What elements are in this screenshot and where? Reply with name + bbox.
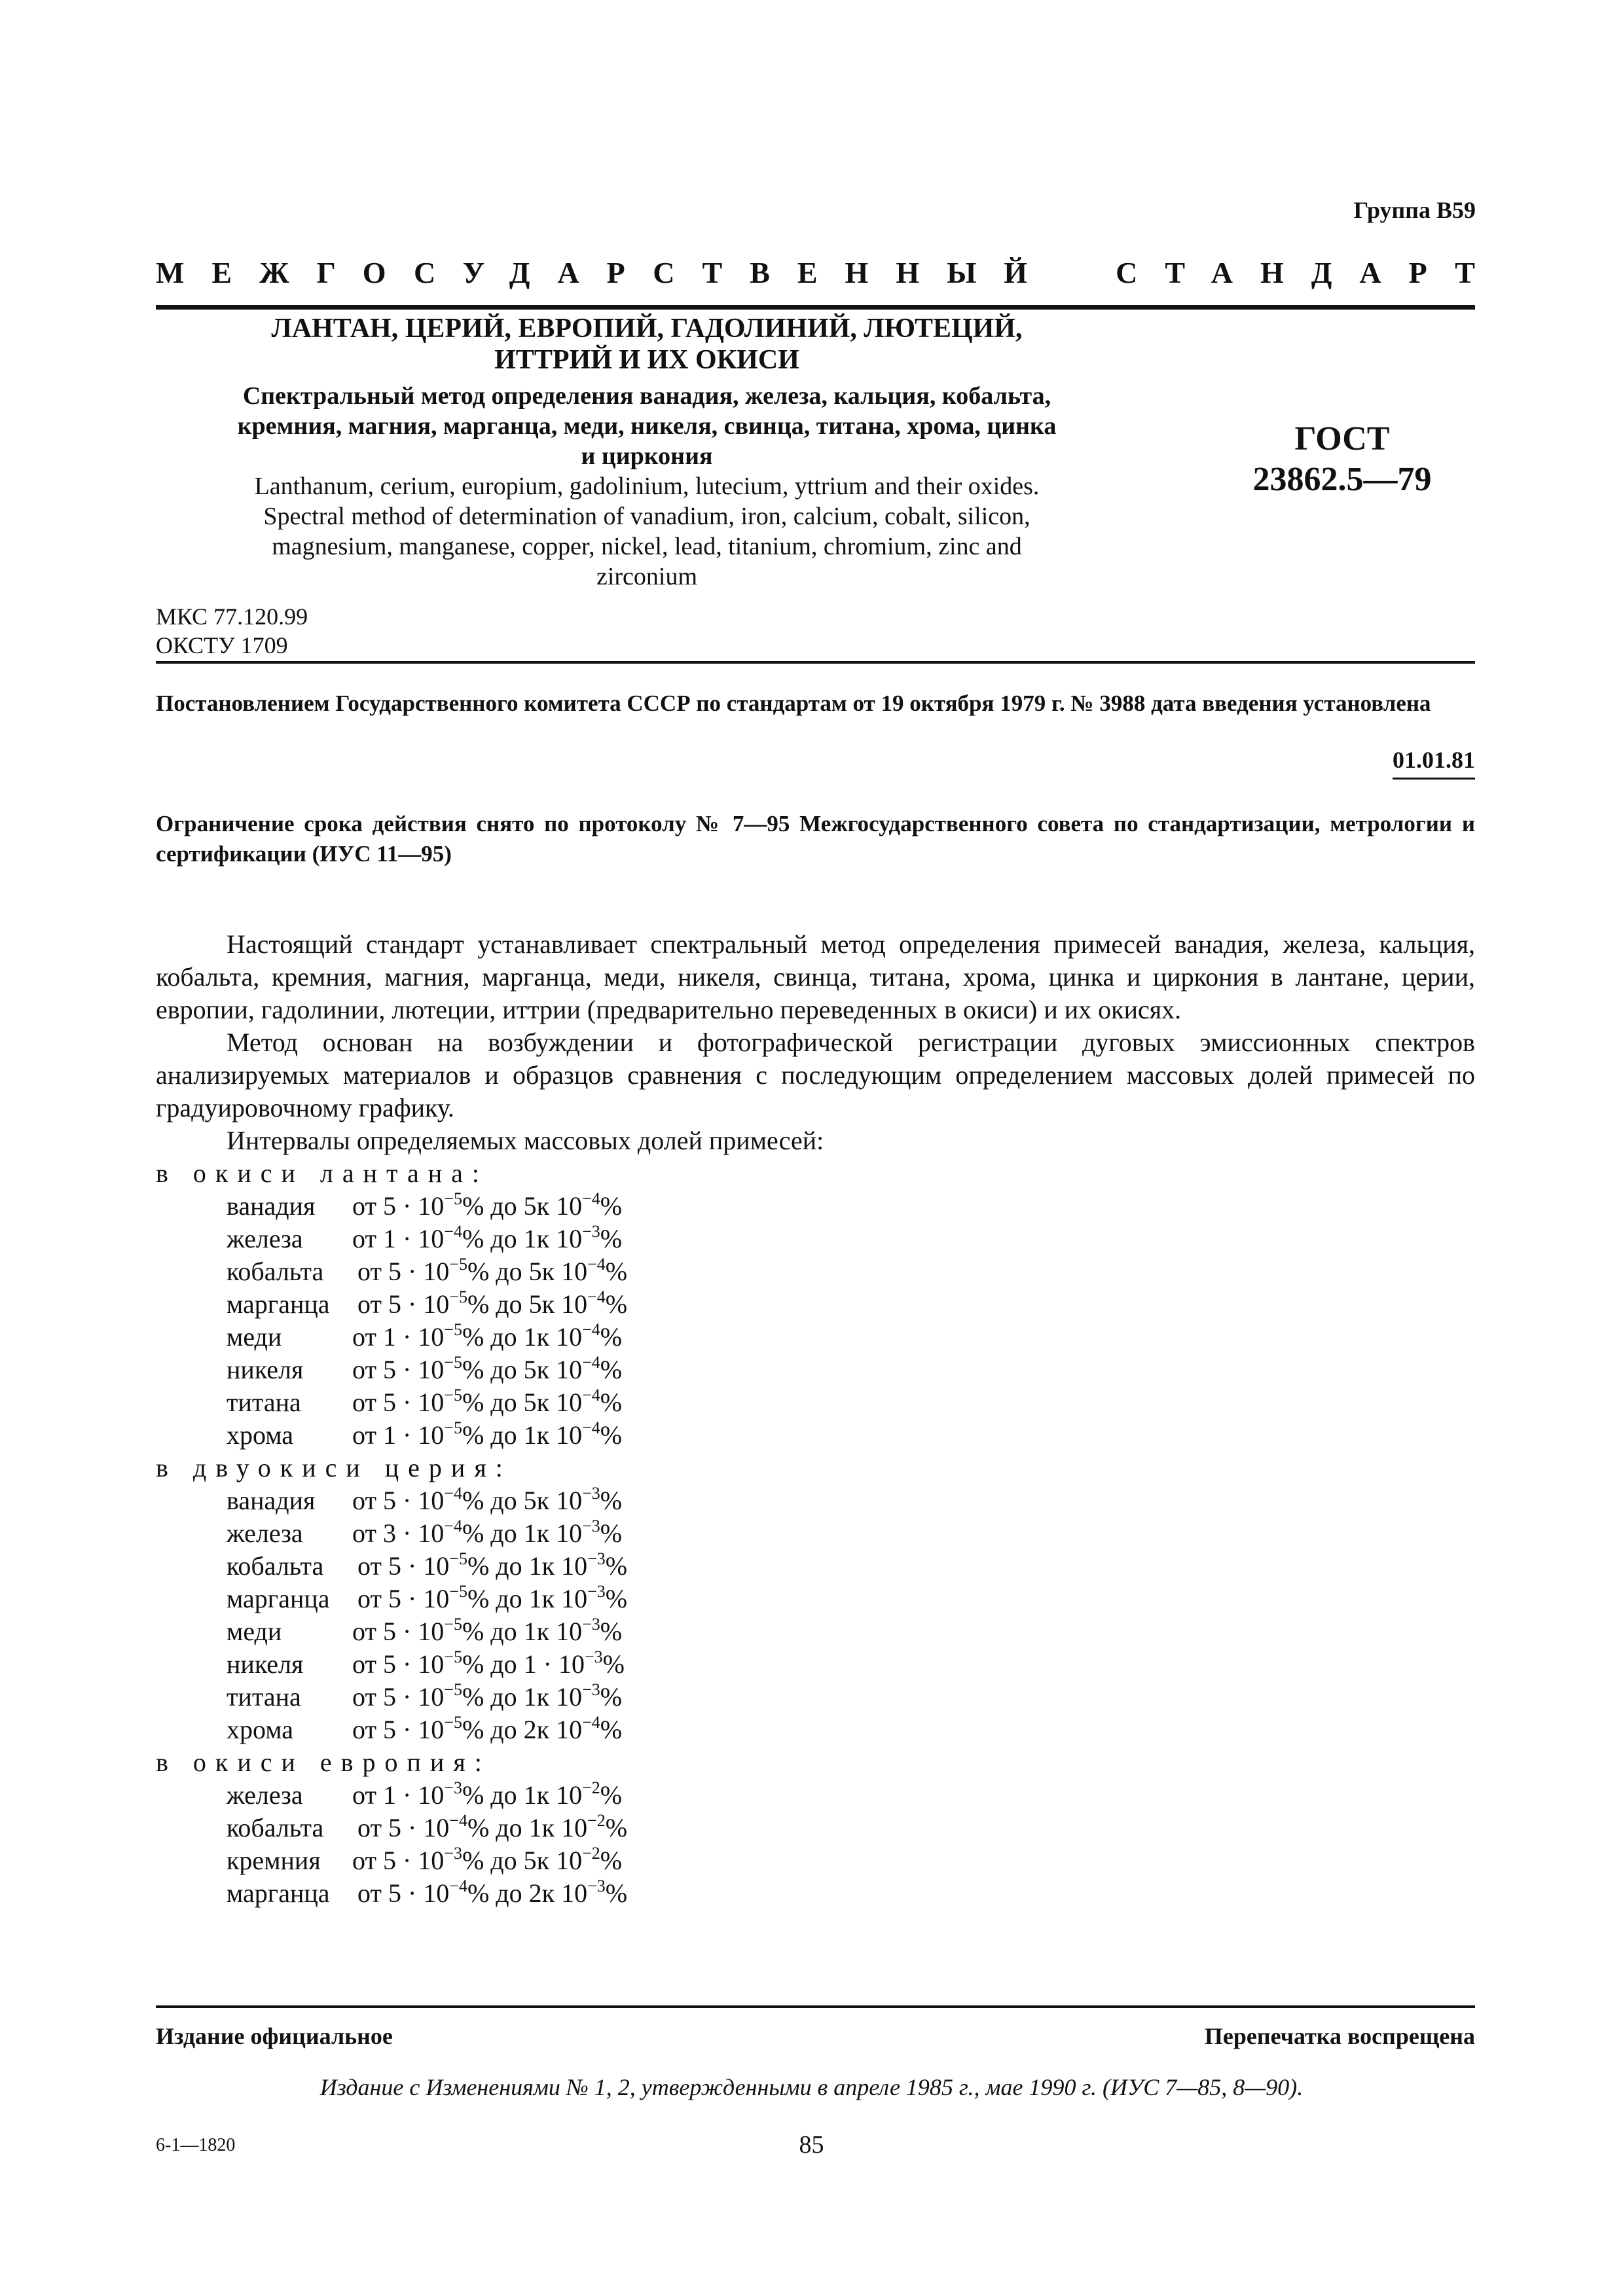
- range-value: [352, 1321, 622, 1354]
- range-max-exponent: −4: [582, 1713, 600, 1732]
- percent-sign: %: [605, 1878, 628, 1908]
- range-min-exponent: −5: [444, 1386, 462, 1405]
- range-min-exponent: −5: [449, 1582, 467, 1601]
- word-from: от: [357, 1289, 382, 1319]
- range-min: 5 · 10: [382, 1355, 445, 1384]
- range-row: [156, 1190, 1475, 1223]
- element-name: кобальта: [227, 1551, 324, 1581]
- element-name: марганца: [227, 1584, 330, 1613]
- word-from: от: [357, 1584, 382, 1613]
- element-name: кремния: [227, 1846, 321, 1875]
- range-section-heading: в двуокиси церия:: [156, 1453, 512, 1482]
- range-max: 5к 10: [523, 1355, 583, 1384]
- title-en-1: Lanthanum, cerium, europium, gadolinium, lutecium, yttrium and their oxides.: [254, 473, 1040, 500]
- percent-sign: %: [605, 1584, 628, 1613]
- word-to: до: [490, 1388, 517, 1417]
- percent-sign: %: [605, 1551, 628, 1581]
- footer-row: [156, 2022, 1475, 2050]
- element-name: ванадия: [227, 1486, 316, 1515]
- range-value: [352, 1190, 622, 1223]
- percent-sign: %: [600, 1715, 623, 1744]
- percent-sign: %: [467, 1551, 490, 1581]
- range-min: 5 · 10: [382, 1715, 445, 1744]
- word-from: от: [352, 1682, 376, 1712]
- range-min: 1 · 10: [382, 1322, 445, 1352]
- word-to: до: [496, 1289, 522, 1319]
- range-row: [156, 1648, 1475, 1681]
- percent-sign: %: [462, 1846, 484, 1875]
- element-name: титана: [227, 1682, 301, 1712]
- range-value: [352, 1223, 622, 1255]
- range-min: 1 · 10: [382, 1224, 445, 1253]
- range-value: [357, 1255, 627, 1288]
- range-value: [352, 1386, 622, 1419]
- range-max-exponent: −4: [582, 1386, 600, 1405]
- percent-sign: %: [600, 1780, 623, 1810]
- range-max: 2к 10: [528, 1878, 588, 1908]
- word-from: от: [352, 1518, 376, 1548]
- range-min-exponent: −5: [444, 1418, 462, 1437]
- range-min-exponent: −3: [444, 1844, 462, 1863]
- range-max-exponent: −3: [587, 1582, 606, 1601]
- percent-sign: %: [462, 1191, 484, 1221]
- word-to: до: [490, 1191, 517, 1221]
- range-min: 1 · 10: [382, 1780, 445, 1810]
- range-row: [156, 1550, 1475, 1583]
- percent-sign: %: [600, 1355, 623, 1384]
- range-value: [352, 1419, 622, 1452]
- banner-word-standard: СТАНДАРТ: [1116, 256, 1503, 289]
- range-min: 5 · 10: [388, 1878, 450, 1908]
- page-number: 85: [799, 2131, 824, 2159]
- range-max-exponent: −4: [582, 1320, 600, 1339]
- range-max: 1к 10: [523, 1682, 583, 1712]
- range-min-exponent: −3: [444, 1778, 462, 1797]
- range-row: [156, 1583, 1475, 1615]
- edition-note: Издание с Изменениями № 1, 2, утвержденными в апреле 1985 г., мае 1990 г. (ИУС 7—85, 8—90).: [319, 2074, 1304, 2100]
- range-min-exponent: −5: [444, 1320, 462, 1339]
- range-min-exponent: −5: [444, 1353, 462, 1372]
- word-from: от: [352, 1355, 376, 1384]
- range-max: 5к 10: [528, 1257, 588, 1286]
- range-max: 1к 10: [523, 1224, 583, 1253]
- range-min-exponent: −4: [444, 1222, 462, 1241]
- word-to: до: [490, 1715, 517, 1744]
- percent-sign: %: [600, 1224, 623, 1253]
- word-to: до: [496, 1551, 522, 1581]
- element-name: меди: [227, 1617, 282, 1646]
- range-max-exponent: −3: [582, 1680, 600, 1699]
- percent-sign: %: [605, 1813, 628, 1842]
- banner-word-interstate: МЕЖГОСУДАРСТВЕННЫЙ: [156, 256, 1055, 289]
- range-row: [156, 1517, 1475, 1550]
- range-min: 5 · 10: [388, 1551, 450, 1581]
- range-max-exponent: −3: [584, 1647, 603, 1666]
- range-min-exponent: −5: [444, 1680, 462, 1699]
- paragraph-scope: Настоящий стандарт устанавливает спектральный метод определения примесей ванадия, железа, кальция, кобальта, кремния, магния, марганца, меди, никеля, свинца, титана, хрома, цинка и циркония в лантане, церии, европии, гадолинии, лютеции, иттрии (предварительно переведенных в окиси) и их окисях.: [156, 929, 1475, 1024]
- percent-sign: %: [467, 1257, 490, 1286]
- range-value: [357, 1288, 627, 1321]
- range-min: 5 · 10: [388, 1289, 450, 1319]
- word-to: до: [490, 1420, 517, 1450]
- range-value: [352, 1615, 622, 1648]
- percent-sign: %: [600, 1322, 623, 1352]
- range-value: [352, 1844, 622, 1877]
- range-row: [156, 1419, 1475, 1452]
- range-max-exponent: −4: [587, 1255, 606, 1274]
- group-code: Группа В59: [1353, 197, 1476, 223]
- range-value: [352, 1713, 622, 1746]
- paragraph-intervals: Интервалы определяемых массовых долей примесей:: [227, 1126, 824, 1155]
- range-min: 5 · 10: [382, 1617, 445, 1646]
- element-name: титана: [227, 1388, 301, 1417]
- range-min-exponent: −4: [444, 1484, 462, 1503]
- range-row: [156, 1321, 1475, 1354]
- range-min: 5 · 10: [382, 1486, 445, 1515]
- footer-divider: [156, 2005, 1475, 2008]
- range-max-exponent: −4: [582, 1189, 600, 1208]
- range-min-exponent: −4: [444, 1516, 462, 1535]
- gost-code: 23862.5—79: [1252, 461, 1432, 498]
- top-divider: [156, 305, 1475, 310]
- word-from: от: [352, 1715, 376, 1744]
- range-min: 5 · 10: [388, 1813, 450, 1842]
- range-value: [352, 1517, 622, 1550]
- percent-sign: %: [600, 1420, 623, 1450]
- word-to: до: [490, 1486, 517, 1515]
- range-min-exponent: −5: [444, 1647, 462, 1666]
- percent-sign: %: [467, 1584, 490, 1613]
- print-code: 6-1—1820: [156, 2135, 236, 2155]
- introduction-date: 01.01.81: [1393, 746, 1475, 780]
- range-max: 5к 10: [528, 1289, 588, 1319]
- percent-sign: %: [600, 1617, 623, 1646]
- element-name: марганца: [227, 1878, 330, 1908]
- percent-sign: %: [600, 1191, 623, 1221]
- range-max-exponent: −4: [582, 1353, 600, 1372]
- range-max: 1 · 10: [523, 1649, 585, 1679]
- range-max: 5к 10: [523, 1846, 583, 1875]
- percent-sign: %: [467, 1813, 490, 1842]
- subtitle-ru-2: кремния, магния, марганца, меди, никеля, свинца, титана, хрома, цинка: [237, 412, 1057, 440]
- range-min: 5 · 10: [382, 1682, 445, 1712]
- range-max: 1к 10: [528, 1813, 588, 1842]
- limitation-note: Ограничение срока действия снято по протоколу № 7—95 Межгосударственного совета по стандартизации, метрологии и сертификации (ИУС 11—95): [156, 811, 1475, 867]
- percent-sign: %: [605, 1289, 628, 1319]
- word-from: от: [352, 1486, 376, 1515]
- header-bottom-divider: [156, 661, 1475, 664]
- range-value: [352, 1779, 622, 1812]
- percent-sign: %: [462, 1224, 484, 1253]
- range-row: [156, 1386, 1475, 1419]
- percent-sign: %: [600, 1486, 623, 1515]
- range-min-exponent: −5: [449, 1549, 467, 1568]
- range-max-exponent: −3: [587, 1876, 606, 1895]
- range-max: 1к 10: [528, 1551, 588, 1581]
- word-to: до: [490, 1355, 517, 1384]
- range-row: [156, 1812, 1475, 1844]
- range-min-exponent: −5: [449, 1255, 467, 1274]
- word-to: до: [496, 1813, 522, 1842]
- element-name: ванадия: [227, 1191, 316, 1221]
- word-from: от: [352, 1322, 376, 1352]
- range-max: 1к 10: [523, 1518, 583, 1548]
- percent-sign: %: [462, 1617, 484, 1646]
- word-from: от: [352, 1846, 376, 1875]
- range-min: 1 · 10: [382, 1420, 445, 1450]
- ranges-list: [156, 1157, 1475, 1910]
- range-section-heading: в окиси лантана:: [156, 1158, 489, 1188]
- percent-sign: %: [462, 1715, 484, 1744]
- range-min-exponent: −5: [444, 1615, 462, 1634]
- range-row: [156, 1713, 1475, 1746]
- range-max: 5к 10: [523, 1486, 583, 1515]
- element-name: меди: [227, 1322, 282, 1352]
- reprint-forbidden-label: Перепечатка воспрещена: [1204, 2023, 1475, 2049]
- range-row: [156, 1288, 1475, 1321]
- range-value: [357, 1812, 627, 1844]
- range-min: 5 · 10: [382, 1191, 445, 1221]
- official-edition-label: Издание официальное: [156, 2023, 393, 2049]
- range-row: [156, 1681, 1475, 1713]
- percent-sign: %: [467, 1878, 490, 1908]
- percent-sign: %: [605, 1257, 628, 1286]
- word-to: до: [490, 1224, 517, 1253]
- element-name: кобальта: [227, 1257, 324, 1286]
- element-name: железа: [227, 1224, 303, 1253]
- percent-sign: %: [600, 1388, 623, 1417]
- word-from: от: [352, 1649, 376, 1679]
- range-max: 1к 10: [523, 1420, 583, 1450]
- word-to: до: [496, 1257, 522, 1286]
- range-max-exponent: −3: [582, 1615, 600, 1634]
- range-min-exponent: −5: [444, 1713, 462, 1732]
- range-min-exponent: −5: [444, 1189, 462, 1208]
- title-block: [156, 313, 1138, 592]
- word-from: от: [357, 1878, 382, 1908]
- range-value: [357, 1583, 627, 1615]
- range-max-exponent: −3: [582, 1222, 600, 1241]
- percent-sign: %: [462, 1780, 484, 1810]
- word-to: до: [496, 1878, 522, 1908]
- range-min: 3 · 10: [382, 1518, 445, 1548]
- range-row: [156, 1877, 1475, 1910]
- percent-sign: %: [462, 1420, 484, 1450]
- percent-sign: %: [462, 1649, 484, 1679]
- title-en-4: zirconium: [596, 563, 698, 590]
- range-value: [352, 1648, 625, 1681]
- range-row: [156, 1779, 1475, 1812]
- subtitle-ru-3: и циркония: [581, 442, 713, 470]
- word-from: от: [357, 1257, 382, 1286]
- range-value: [357, 1877, 627, 1910]
- word-to: до: [490, 1780, 517, 1810]
- element-name: никеля: [227, 1649, 304, 1679]
- percent-sign: %: [467, 1289, 490, 1319]
- range-row: [156, 1354, 1475, 1386]
- range-max: 1к 10: [528, 1584, 588, 1613]
- element-name: никеля: [227, 1355, 304, 1384]
- interstate-standard-banner: [156, 255, 1503, 290]
- element-name: хрома: [227, 1715, 294, 1744]
- word-from: от: [352, 1617, 376, 1646]
- element-name: железа: [227, 1780, 303, 1810]
- range-min: 5 · 10: [382, 1388, 445, 1417]
- mks-code: МКС 77.120.99: [156, 603, 308, 630]
- classification-codes: [156, 602, 308, 660]
- range-row: [156, 1255, 1475, 1288]
- okstu-code: ОКСТУ 1709: [156, 632, 288, 658]
- range-min-exponent: −5: [449, 1287, 467, 1306]
- range-row: [156, 1615, 1475, 1648]
- word-to: до: [490, 1518, 517, 1548]
- gost-number: [1205, 419, 1480, 500]
- word-from: от: [352, 1224, 376, 1253]
- range-max-exponent: −2: [582, 1844, 600, 1863]
- range-value: [352, 1484, 622, 1517]
- range-max-exponent: −4: [587, 1287, 606, 1306]
- element-name: железа: [227, 1518, 303, 1548]
- range-max-exponent: −4: [582, 1418, 600, 1437]
- percent-sign: %: [462, 1682, 484, 1712]
- element-name: марганца: [227, 1289, 330, 1319]
- title-en-3: magnesium, manganese, copper, nickel, lead, titanium, chromium, zinc and: [272, 533, 1022, 560]
- word-from: от: [357, 1551, 382, 1581]
- element-name: кобальта: [227, 1813, 324, 1842]
- range-min: 5 · 10: [388, 1584, 450, 1613]
- word-to: до: [490, 1846, 517, 1875]
- range-max: 1к 10: [523, 1617, 583, 1646]
- range-min-exponent: −4: [449, 1876, 467, 1895]
- range-value: [352, 1681, 622, 1713]
- percent-sign: %: [462, 1322, 484, 1352]
- word-to: до: [490, 1649, 517, 1679]
- range-max-exponent: −3: [582, 1516, 600, 1535]
- title-line-1: ЛАНТАН, ЦЕРИЙ, ЕВРОПИЙ, ГАДОЛИНИЙ, ЛЮТЕЦИЙ,: [271, 314, 1023, 344]
- range-max: 5к 10: [523, 1191, 583, 1221]
- word-to: до: [490, 1617, 517, 1646]
- range-min: 5 · 10: [382, 1846, 445, 1875]
- subtitle-ru-1: Спектральный метод определения ванадия, железа, кальция, кобальта,: [242, 382, 1051, 410]
- range-min: 5 · 10: [382, 1649, 445, 1679]
- element-name: хрома: [227, 1420, 294, 1450]
- paragraph-method: Метод основан на возбуждении и фотографической регистрации дуговых эмиссионных спектров анализируемых материалов и образцов сравнения с последующим определением массовых долей примесей по градуировочному графику.: [156, 1028, 1475, 1122]
- range-max-exponent: −3: [587, 1549, 606, 1568]
- range-max: 1к 10: [523, 1322, 583, 1352]
- range-max: 5к 10: [523, 1388, 583, 1417]
- percent-sign: %: [600, 1846, 623, 1875]
- word-from: от: [352, 1191, 376, 1221]
- range-max: 1к 10: [523, 1780, 583, 1810]
- range-section-heading: в окиси европия:: [156, 1748, 491, 1777]
- range-value: [357, 1550, 627, 1583]
- word-from: от: [352, 1388, 376, 1417]
- decree-text: Постановлением Государственного комитета СССР по стандартам от 19 октября 1979 г. № 3988 дата введения установлена: [156, 691, 1431, 716]
- range-max-exponent: −2: [582, 1778, 600, 1797]
- range-row: [156, 1223, 1475, 1255]
- range-max-exponent: −3: [582, 1484, 600, 1503]
- word-to: до: [496, 1584, 522, 1613]
- word-to: до: [490, 1682, 517, 1712]
- percent-sign: %: [602, 1649, 625, 1679]
- word-from: от: [352, 1780, 376, 1810]
- word-to: до: [490, 1322, 517, 1352]
- range-min-exponent: −4: [449, 1811, 467, 1830]
- title-line-2: ИТТРИЙ И ИХ ОКИСИ: [494, 345, 799, 375]
- percent-sign: %: [462, 1518, 484, 1548]
- range-max-exponent: −2: [587, 1811, 606, 1830]
- percent-sign: %: [462, 1388, 484, 1417]
- title-en-2: Spectral method of determination of vanadium, iron, calcium, cobalt, silicon,: [263, 503, 1030, 530]
- word-from: от: [357, 1813, 382, 1842]
- main-body: [156, 928, 1475, 1910]
- percent-sign: %: [600, 1682, 623, 1712]
- range-max: 2к 10: [523, 1715, 583, 1744]
- percent-sign: %: [462, 1486, 484, 1515]
- range-row: [156, 1844, 1475, 1877]
- percent-sign: %: [600, 1518, 623, 1548]
- range-min: 5 · 10: [388, 1257, 450, 1286]
- range-value: [352, 1354, 622, 1386]
- range-row: [156, 1484, 1475, 1517]
- percent-sign: %: [462, 1355, 484, 1384]
- gost-label: ГОСТ: [1294, 420, 1390, 457]
- word-from: от: [352, 1420, 376, 1450]
